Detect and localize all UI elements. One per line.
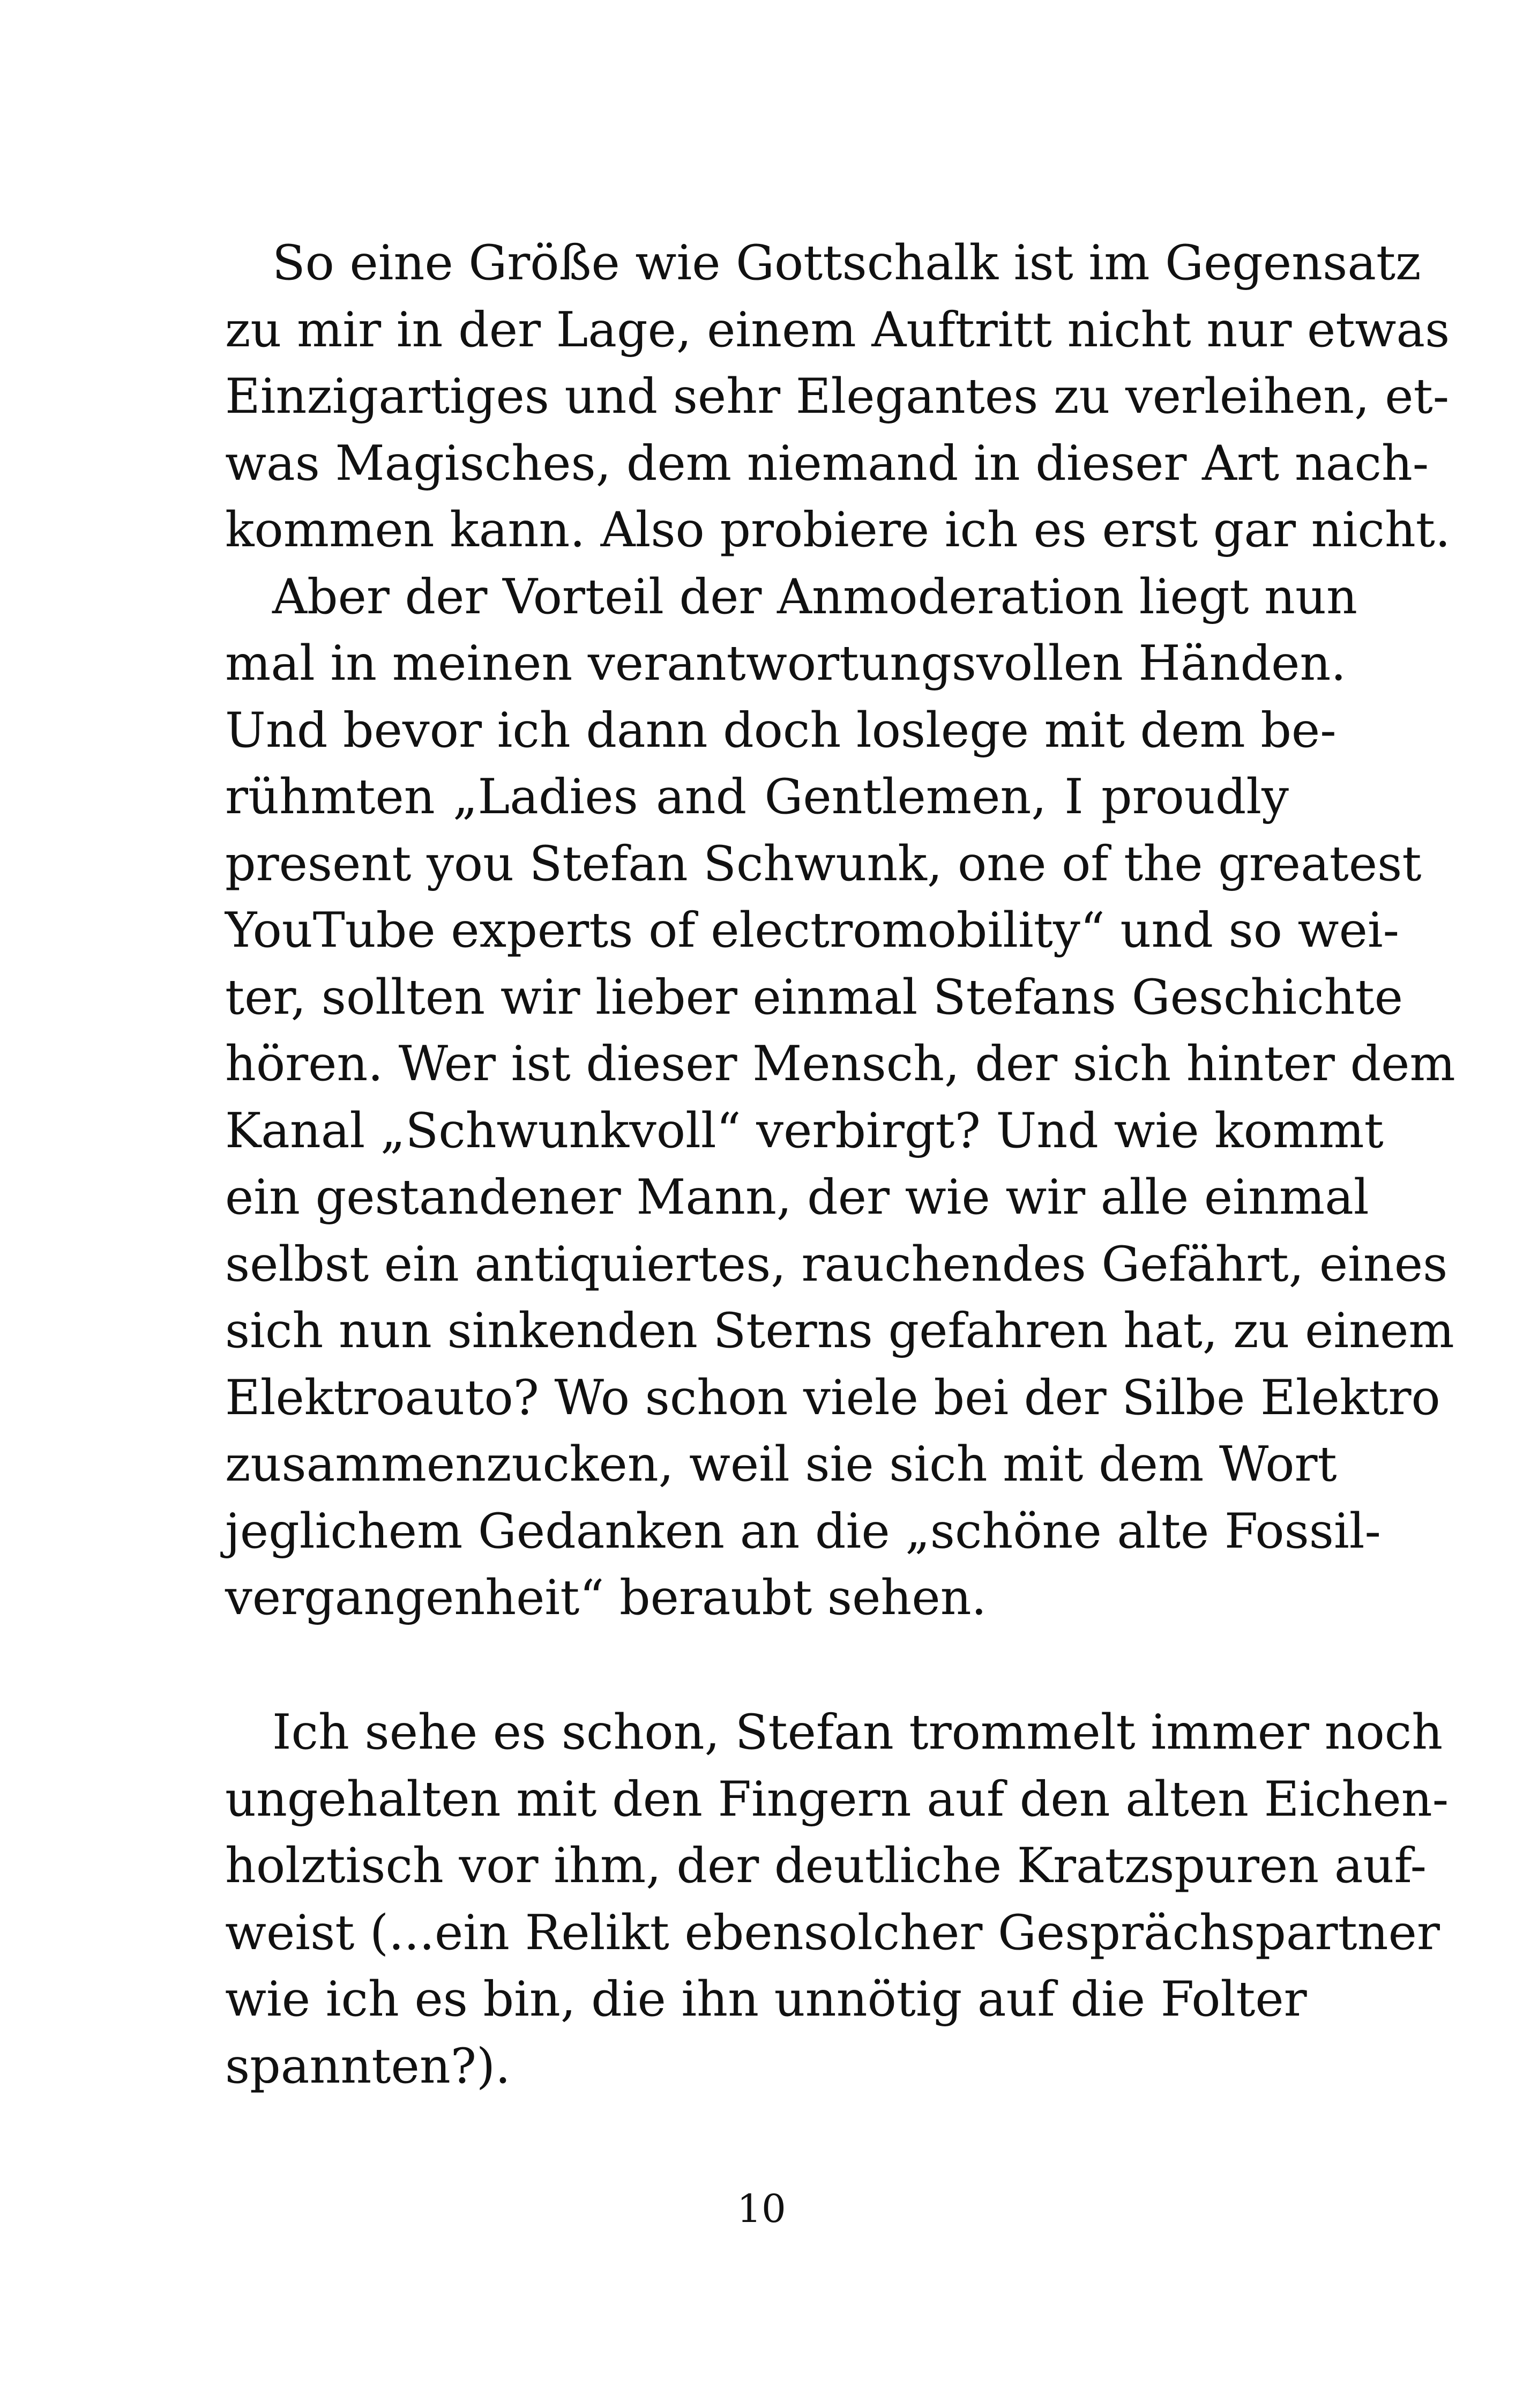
text-line: Und bevor ich dann doch loslege mit dem be- xyxy=(225,702,1337,759)
text-line: holztisch vor ihm, der deutliche Kratzspuren auf- xyxy=(225,1838,1427,1894)
text-line: Elektroauto? Wo schon viele bei der Silbe Elektro xyxy=(225,1369,1440,1426)
text-line: was Magisches, dem niemand in dieser Art nach- xyxy=(225,435,1429,492)
text-line: ter, sollten wir lieber einmal Stefans Geschichte xyxy=(225,969,1403,1025)
paragraph-2 xyxy=(225,564,1455,1632)
text-line: spannten?). xyxy=(225,2038,511,2094)
text-line: vergangenheit“ beraubt sehen. xyxy=(225,1570,987,1626)
text-line: weist (...ein Relikt ebensolcher Gesprächspartner xyxy=(225,1904,1440,1961)
text-line: selbst ein antiquiertes, rauchendes Gefährt, eines xyxy=(225,1236,1448,1292)
text-section-2 xyxy=(225,1699,1449,2100)
text-line: kommen kann. Also probiere ich es erst gar nicht. xyxy=(225,502,1451,558)
text-line: ein gestandener Mann, der wie wir alle einmal xyxy=(225,1169,1369,1225)
text-line: Ich sehe es schon, Stefan trommelt immer noch xyxy=(272,1704,1443,1760)
text-line: ungehalten mit den Fingern auf den alten Eichen- xyxy=(225,1771,1449,1827)
text-line: sich nun sinkenden Sterns gefahren hat, zu einem xyxy=(225,1303,1454,1359)
text-line: jeglichem Gedanken an die „schöne alte Fossil- xyxy=(225,1503,1381,1559)
text-line: present you Stefan Schwunk, one of the greatest xyxy=(225,835,1422,892)
text-line: Kanal „Schwunkvoll“ verbirgt? Und wie kommt xyxy=(225,1102,1384,1159)
text-line: zu mir in der Lage, einem Auftritt nicht nur etwas xyxy=(225,301,1450,358)
text-line: zusammenzucken, weil sie sich mit dem Wort xyxy=(225,1436,1337,1492)
page-number: 10 xyxy=(737,2186,786,2231)
paragraph-1 xyxy=(225,230,1451,564)
text-line: Einzigartiges und sehr Elegantes zu verleihen, et- xyxy=(225,368,1450,425)
paragraph-3 xyxy=(225,1699,1449,2100)
text-line: hören. Wer ist dieser Mensch, der sich hinter dem xyxy=(225,1036,1455,1092)
text-line: rühmten „Ladies and Gentlemen, I proudly xyxy=(225,769,1289,825)
text-line: YouTube experts of electromobility“ und so wei- xyxy=(225,902,1400,958)
text-section-1 xyxy=(225,230,1455,1632)
text-line: So eine Größe wie Gottschalk ist im Gegensatz xyxy=(272,235,1421,291)
text-line: Aber der Vorteil der Anmoderation liegt nun xyxy=(272,568,1357,625)
text-line: wie ich es bin, die ihn unnötig auf die Folter xyxy=(225,1971,1307,2027)
text-line: mal in meinen verantwortungsvollen Händen. xyxy=(225,635,1346,692)
